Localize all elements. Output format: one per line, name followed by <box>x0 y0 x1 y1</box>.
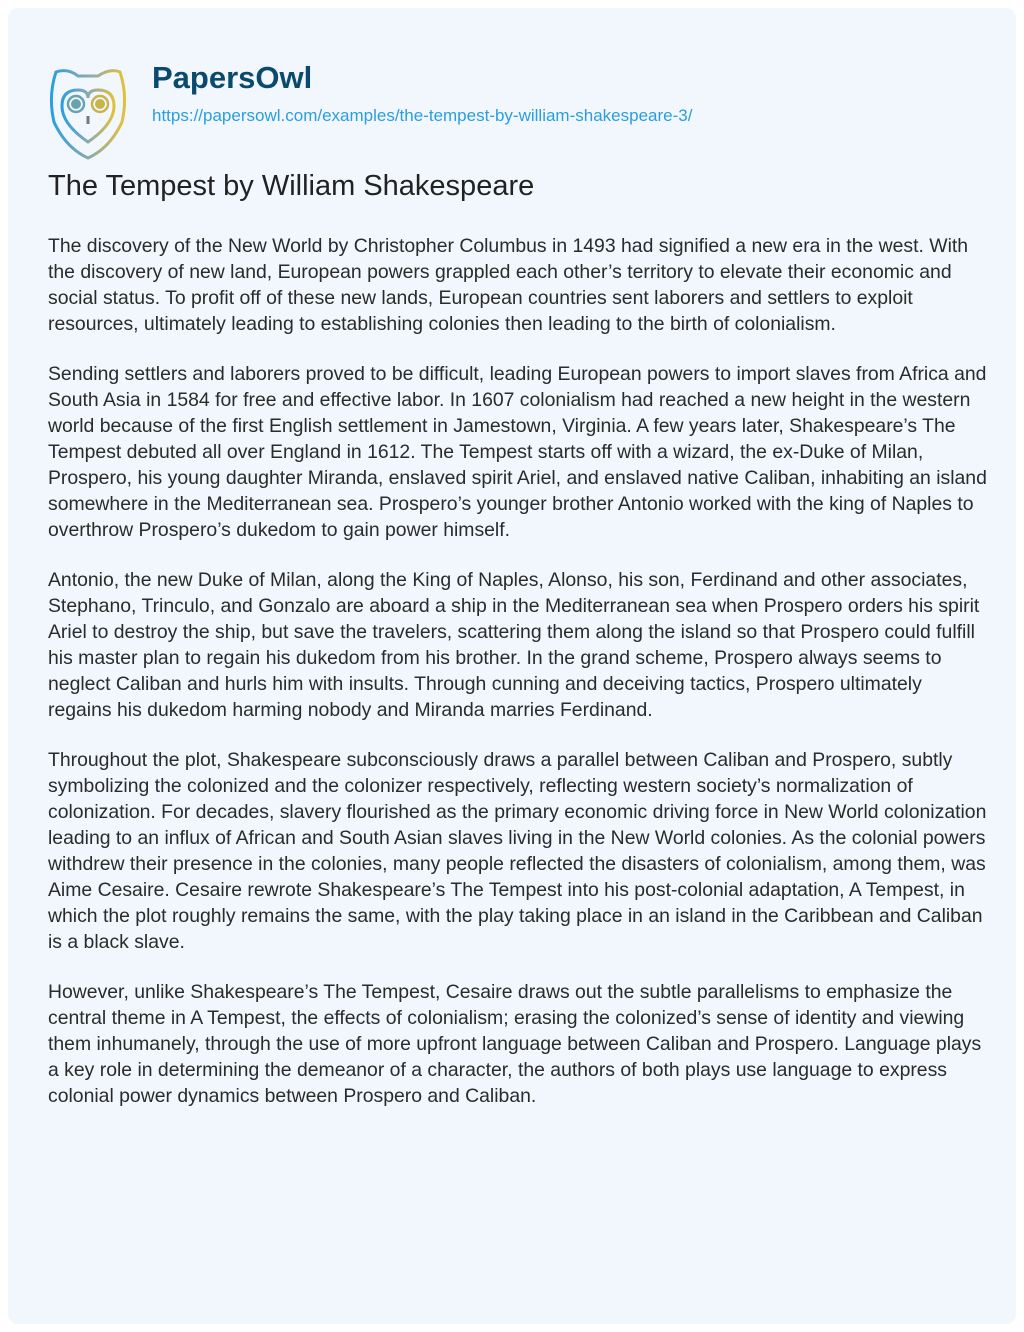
papersowl-owl-logo-icon <box>48 66 128 162</box>
page-title: The Tempest by William Shakespeare <box>48 170 535 202</box>
paragraph: However, unlike Shakespeare’s The Tempest, Cesaire draws out the subtle parallelisms to emphasize the central theme in A Tempest, the effects of colonialism; erasing the colonized’s sense of identity and viewing them inhumanely, through the use of more upfront language between Caliban and Prospero. Language plays a key role in determining the demeanor of a character, the authors of both plays use language to express colonial power dynamics between Prospero and Caliban. <box>48 981 982 1107</box>
paragraph: Antonio, the new Duke of Milan, along the King of Naples, Alonso, his son, Ferdinand and other associates, Stephano, Trinculo, and Gonzalo are aboard a ship in the Mediterranean sea when Prospero orders his spirit Ariel to destroy the ship, but save the travelers, scattering them along the island so that Prospero could fulfill his master plan to regain his dukedom from his brother. In the grand scheme, Prospero always seems to neglect Caliban and hurls him with insults. Through cunning and deceiving tactics, Prospero ultimately regains his dukedom harming nobody and Miranda marries Ferdinand. <box>48 569 980 721</box>
paragraph: Sending settlers and laborers proved to be difficult, leading European powers to import slaves from Africa and South Asia in 1584 for free and effective labor. In 1607 colonialism had reached a new height in the western world because of the first English settlement in Jamestown, Virginia. A few years later, Shakespeare’s The Tempest debuted all over England in 1612. The Tempest starts off with a wizard, the ex-Duke of Milan, Prospero, his young daughter Miranda, enslaved spirit Ariel, and enslaved native Caliban, inhabiting an island somewhere in the Mediterranean sea. Prospero’s younger brother Antonio worked with the king of Naples to overthrow Prospero’s dukedom to gain power himself. <box>48 363 987 541</box>
page-url-link[interactable]: https://papersowl.com/examples/the-tempest-by-william-shakespeare-3/ <box>152 106 693 125</box>
brand-name: PapersOwl <box>152 60 313 95</box>
paragraph: Throughout the plot, Shakespeare subconsciously draws a parallel between Caliban and Prospero, subtly symbolizing the colonized and the colonizer respectively, reflecting western society’s normalization of colonization. For decades, slavery flourished as the primary economic driving force in New World colonization leading to an influx of African and South Asian slaves living in the New World colonies. As the colonial powers withdrew their presence in the colonies, many people reflected the disasters of colonialism, among them, was Aime Cesaire. Cesaire rewrote Shakespeare’s The Tempest into his post-colonial adaptation, A Tempest, in which the plot roughly remains the same, with the play taking place in an island in the Caribbean and Caliban is a black slave. <box>48 749 987 953</box>
paragraph: The discovery of the New World by Christopher Columbus in 1493 had signified a new era in the west. With the discovery of new land, European powers grappled each other’s territory to elevate their economic and social status. To profit off of these new lands, European countries sent laborers and settlers to exploit resources, ultimately leading to establishing colonies then leading to the birth of colonialism. <box>48 235 969 335</box>
essay-body <box>48 233 988 1133</box>
